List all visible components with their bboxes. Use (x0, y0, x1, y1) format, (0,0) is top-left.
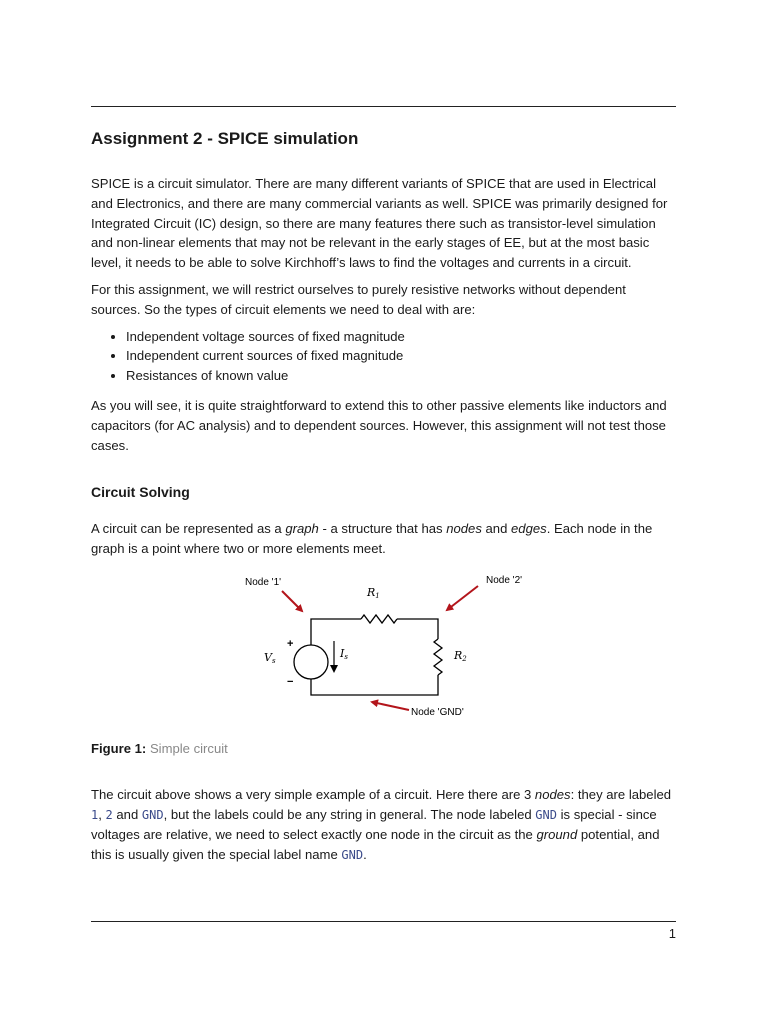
circuit-figure (91, 569, 676, 725)
plus-sign: + (287, 637, 294, 650)
wire-top-right (397, 619, 438, 639)
resistor-r1 (361, 615, 397, 623)
minus-sign: − (287, 675, 294, 688)
code-gnd: GND (141, 807, 164, 822)
circuit-paragraph-1: A circuit can be represented as a graph - a structure that has nodes and edges. Each node in the graph is a point where two or more elements meet. (91, 521, 653, 557)
circuit-paragraph-2: The circuit above shows a very simple example of a circuit. Here there are 3 nodes: they are labeled 1, 2 and GND, but the labels could be any string in general. The node labeled GND is special - since voltages are relative, we need to select exactly one node in the circuit as the ground potential, and this is usually given the special label name GND. (91, 786, 672, 863)
wire-top-left (311, 619, 361, 645)
node1-pointer (282, 591, 302, 611)
circuit-diagram (231, 569, 531, 725)
intro-paragraph-1: SPICE is a circuit simulator. There are many different variants of SPICE that are used in Electrical and Electronics, and there are many commercial variants as well. SPICE was primarily designed for Integrated Circuit (IC) design, so there are many features there such as transistor-level simulation and non-linear elements that may not be relevant in the early stages of EE, but at the most basic level, it needs to be able to solve Kirchhoff’s laws to find the voltages and currents in a circuit. (91, 176, 668, 271)
node2-label: Node '2' (486, 574, 523, 586)
footer-rule (91, 921, 676, 922)
list-item: • Independent voltage sources of fixed magnitude (126, 327, 676, 347)
r2-label: R2 (454, 648, 467, 663)
page-title: Assignment 2 - SPICE simulation (91, 129, 359, 148)
caption-label: Figure 1: (91, 740, 147, 756)
term-edges: edges (511, 521, 547, 537)
code-node-2: 2 (105, 807, 113, 822)
current-arrowhead (330, 665, 338, 673)
code-gnd: GND (341, 848, 364, 863)
node2-pointer (447, 586, 478, 610)
nodegnd-pointer (372, 702, 409, 710)
intro-paragraph-2: For this assignment, we will restrict ourselves to purely resistive networks without dependent sources. So the types of circuit elements we need to deal with are: (91, 281, 626, 317)
vs-label: Vs (264, 650, 276, 665)
code-gnd: GND (535, 807, 557, 822)
term-nodes: nodes (446, 521, 482, 537)
code-node-1: 1 (91, 807, 99, 822)
section-heading: Circuit Solving (91, 484, 190, 501)
node1-label: Node '1' (245, 576, 282, 588)
element-types-list (91, 327, 676, 386)
is-label: Is (340, 646, 348, 661)
voltage-source (294, 645, 328, 679)
page-content (91, 127, 676, 873)
figure-caption (91, 739, 676, 759)
r1-label: R1 (367, 585, 380, 600)
list-item: • Resistances of known value (126, 366, 676, 386)
nodegnd-label: Node 'GND' (411, 706, 464, 718)
resistor-r2 (434, 639, 442, 675)
intro-paragraph-3: As you will see, it is quite straightforward to extend this to other passive elements like inductors and capacitors (for AC analysis) and to dependent sources. However, this assignment will not test those cases. (91, 397, 667, 453)
page-number: 1 (668, 926, 676, 941)
header-rule (91, 106, 676, 107)
caption-text: Simple circuit (149, 740, 228, 756)
list-item: • Independent current sources of fixed magnitude (126, 346, 676, 366)
wire-bottom (311, 675, 438, 695)
term-graph: graph (285, 521, 319, 537)
